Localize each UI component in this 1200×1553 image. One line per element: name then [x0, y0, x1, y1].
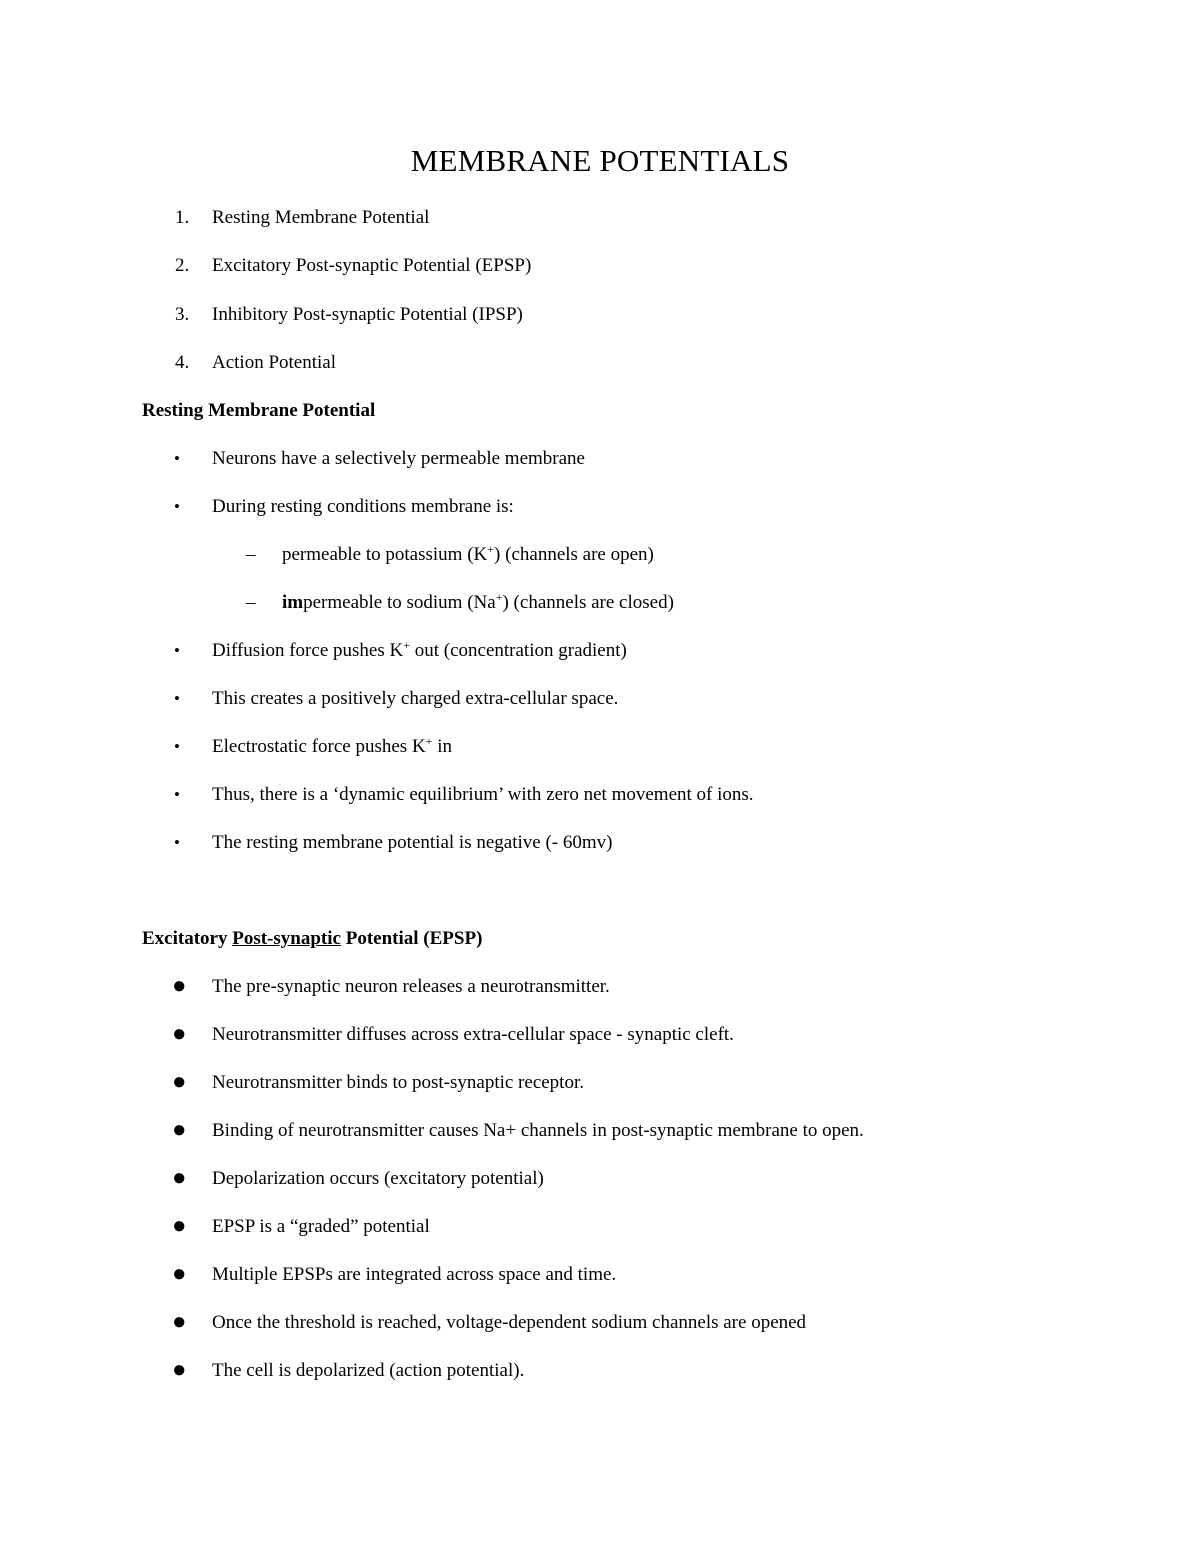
- bullet-item: [0, 1261, 1200, 1289]
- bullet-text: Neurotransmitter diffuses across extra-cellular space - synaptic cleft.: [212, 1024, 734, 1045]
- bullet-text: Binding of neurotransmitter causes Na+ channels in post-synaptic membrane to open.: [212, 1120, 864, 1141]
- list-number: 4.: [175, 352, 190, 373]
- bullet-item: [0, 1213, 1200, 1241]
- bullet-text: Neurotransmitter binds to post-synaptic receptor.: [212, 1072, 584, 1093]
- section-heading-epsp: Excitatory Post-synaptic Potential (EPSP): [142, 928, 483, 949]
- bullet-text: The resting membrane potential is negative (- 60mv): [212, 832, 613, 853]
- section-heading-resting: Resting Membrane Potential: [142, 400, 376, 421]
- sub-bullet-item: [0, 589, 1200, 617]
- bullet-item: [0, 1357, 1200, 1385]
- list-number: 2.: [175, 255, 190, 276]
- bullet-marker: ●: [172, 1213, 187, 1239]
- page-title: MEMBRANE POTENTIALS: [410, 143, 790, 178]
- bullet-item: [0, 1021, 1200, 1049]
- bullet-text: Neurons have a selectively permeable membrane: [212, 448, 585, 469]
- toc-item: [0, 204, 1200, 232]
- list-item-text: Inhibitory Post-synaptic Potential (IPSP): [212, 304, 523, 325]
- bullet-item: [0, 1117, 1200, 1145]
- bullet-item: [0, 973, 1200, 1001]
- bullet-item: [0, 1069, 1200, 1097]
- bullet-item: [0, 733, 1200, 761]
- bullet-text: The pre-synaptic neuron releases a neurotransmitter.: [212, 976, 610, 997]
- list-item-text: Excitatory Post-synaptic Potential (EPSP): [212, 255, 532, 276]
- sub-bullet-item: [0, 541, 1200, 569]
- bullet-text: Diffusion force pushes K+ out (concentration gradient): [212, 638, 627, 661]
- sub-bullet-text: impermeable to sodium (Na+) (channels are closed): [282, 590, 674, 613]
- sub-bullet-text: permeable to potassium (K+) (channels are open): [282, 542, 654, 565]
- bullet-marker: •: [174, 497, 180, 516]
- bullet-item: [0, 493, 1200, 521]
- list-item-text: Action Potential: [212, 352, 337, 373]
- bullet-marker: ●: [172, 1357, 187, 1383]
- bullet-item: [0, 1309, 1200, 1337]
- list-number: 3.: [175, 304, 190, 325]
- bullet-item: [0, 781, 1200, 809]
- bullet-text: During resting conditions membrane is:: [212, 496, 514, 517]
- dash-marker: –: [246, 544, 256, 565]
- bullet-marker: ●: [172, 1165, 187, 1191]
- toc-item: [0, 252, 1200, 280]
- bullet-marker: •: [174, 689, 180, 708]
- bullet-item: [0, 829, 1200, 857]
- bullet-marker: ●: [172, 1261, 187, 1287]
- bullet-text: Depolarization occurs (excitatory potential): [212, 1168, 544, 1189]
- dash-marker: –: [246, 592, 256, 613]
- bullet-marker: ●: [172, 1069, 187, 1095]
- bullet-marker: ●: [172, 1117, 187, 1143]
- bullet-item: [0, 637, 1200, 665]
- bullet-text: Thus, there is a ‘dynamic equilibrium’ with zero net movement of ions.: [212, 784, 754, 805]
- bullet-text: This creates a positively charged extra-cellular space.: [212, 688, 619, 709]
- bullet-item: [0, 1165, 1200, 1193]
- toc-item: [0, 349, 1200, 377]
- bullet-text: The cell is depolarized (action potential).: [212, 1360, 525, 1381]
- bullet-marker: ●: [172, 1021, 187, 1047]
- bullet-item: [0, 445, 1200, 473]
- list-number: 1.: [175, 207, 190, 228]
- bullet-text: Electrostatic force pushes K+ in: [212, 734, 452, 757]
- bullet-marker: •: [174, 641, 180, 660]
- bullet-marker: •: [174, 833, 180, 852]
- bullet-text: Multiple EPSPs are integrated across space and time.: [212, 1264, 617, 1285]
- bullet-marker: ●: [172, 1309, 187, 1335]
- bullet-marker: ●: [172, 973, 187, 999]
- bullet-text: EPSP is a “graded” potential: [212, 1216, 430, 1237]
- bullet-marker: •: [174, 449, 180, 468]
- toc-item: [0, 301, 1200, 329]
- list-item-text: Resting Membrane Potential: [212, 207, 430, 228]
- bullet-marker: •: [174, 785, 180, 804]
- bullet-item: [0, 685, 1200, 713]
- bullet-marker: •: [174, 737, 180, 756]
- bullet-text: Once the threshold is reached, voltage-dependent sodium channels are opened: [212, 1312, 807, 1333]
